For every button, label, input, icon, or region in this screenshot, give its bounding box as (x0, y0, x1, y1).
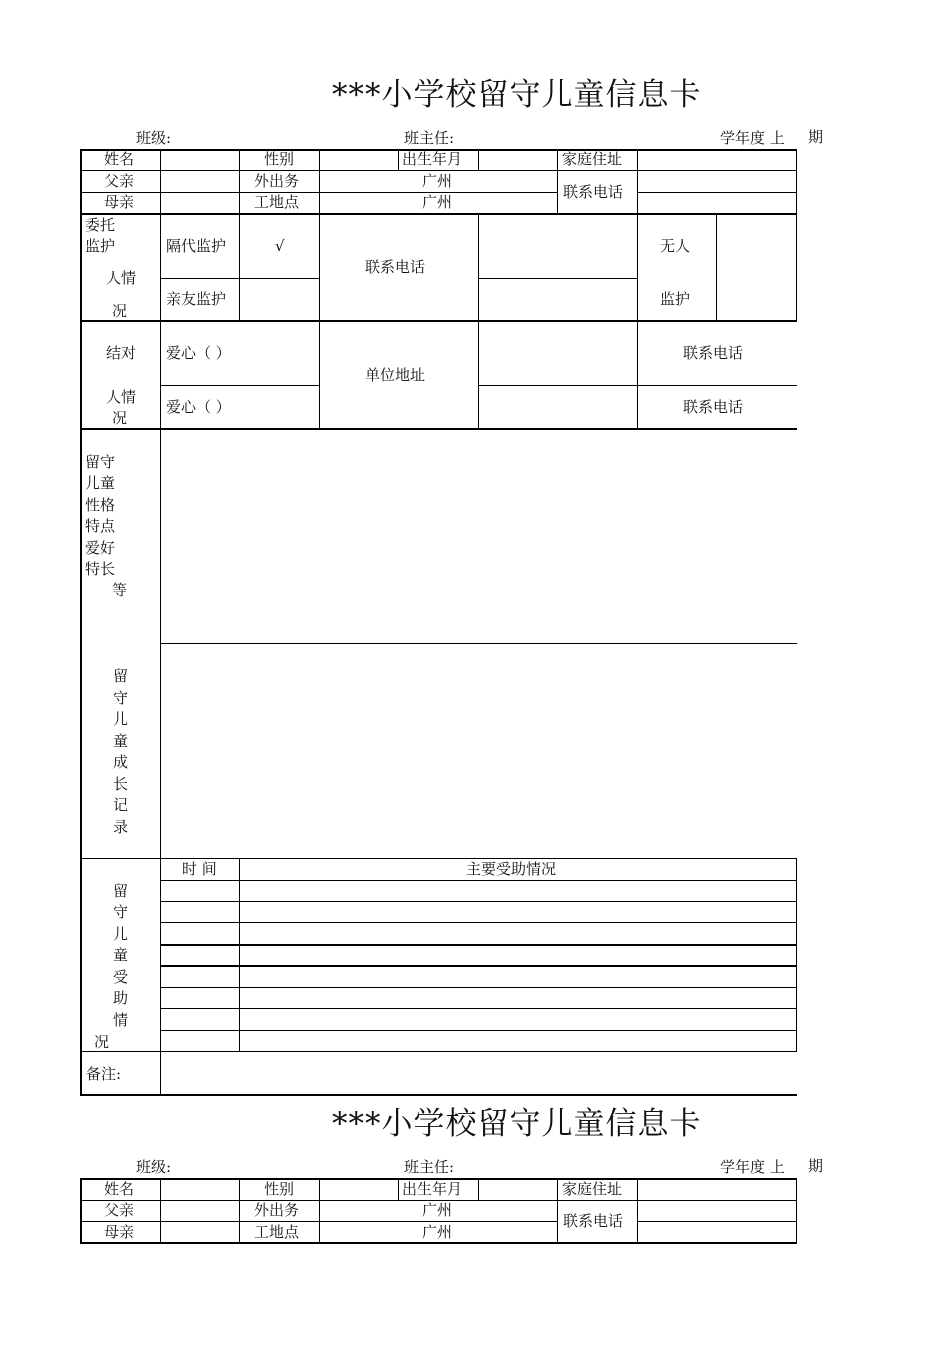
aid-main-header: 主要受助情况 (466, 860, 557, 878)
term-label: 期 (808, 1157, 824, 1175)
personality-line-3: 性格 (85, 496, 116, 514)
gender-label: 性别 (264, 1180, 295, 1198)
mother-work-city: 广州 (422, 193, 453, 211)
pair-phone-label-2: 联系电话 (683, 398, 744, 416)
card-title: ***小学校留守儿童信息卡 (332, 77, 702, 113)
growth-label-4: 童 (113, 732, 129, 750)
personality-content-area[interactable] (161, 429, 796, 642)
class-label: 班级: (136, 1158, 172, 1176)
aid-label-4: 童 (113, 946, 129, 964)
personality-line-5: 爱好 (85, 539, 116, 557)
growth-record-content-area[interactable] (161, 644, 796, 857)
school-year-label: 学年度 上 (720, 129, 785, 147)
card-title: ***小学校留守儿童信息卡 (332, 1106, 702, 1142)
name-label: 姓名 (104, 1180, 135, 1198)
parent-phone-label: 联系电话 (563, 183, 624, 201)
birth-date-label: 出生年月 (402, 1180, 463, 1198)
father-work-city: 广州 (422, 1201, 453, 1219)
entrust-label-2: 监护 (85, 237, 116, 255)
work-away-label-2: 工地点 (254, 1223, 300, 1241)
growth-label-2: 守 (113, 689, 129, 707)
entrust-label-3: 人情 (106, 269, 137, 287)
aid-label-5: 受 (113, 968, 129, 986)
pair-label-3: 况 (112, 409, 128, 427)
growth-label-1: 留 (113, 667, 129, 685)
father-work-city: 广州 (422, 172, 453, 190)
home-address-label: 家庭住址 (562, 1180, 623, 1198)
no-guardian-label-1: 无人 (660, 237, 691, 255)
entrust-label-4: 况 (112, 302, 128, 320)
aid-label-3: 儿 (113, 925, 129, 943)
school-year-label: 学年度 上 (720, 1158, 785, 1176)
entrust-label-1: 委托 (85, 216, 116, 234)
aid-label-7: 情 (113, 1011, 129, 1029)
gender-label: 性别 (264, 150, 295, 168)
aid-label-2: 守 (113, 903, 129, 921)
personality-line-6: 特长 (85, 560, 116, 578)
aid-time-header: 时 间 (182, 860, 217, 878)
personality-line-7: 等 (112, 581, 128, 599)
class-label: 班级: (136, 129, 172, 147)
work-away-label-2: 工地点 (254, 193, 300, 211)
birth-date-label: 出生年月 (402, 150, 463, 168)
guardian-phone-label: 联系电话 (365, 258, 426, 276)
aid-label-8: 况 (94, 1033, 110, 1051)
father-label: 父亲 (104, 172, 135, 190)
caring-person-1: 爱心（ ） (166, 344, 231, 362)
check-mark: √ (275, 237, 285, 255)
personality-line-2: 儿童 (85, 474, 116, 492)
term-label: 期 (808, 128, 824, 146)
remarks-label: 备注: (86, 1065, 122, 1083)
growth-label-7: 记 (113, 796, 129, 814)
mother-work-city: 广州 (422, 1223, 453, 1241)
home-address-label: 家庭住址 (562, 150, 623, 168)
pair-label-2: 人情 (106, 388, 137, 406)
mother-label: 母亲 (104, 1223, 135, 1241)
work-away-label-1: 外出务 (254, 172, 300, 190)
personality-line-1: 留守 (85, 453, 116, 471)
aid-label-1: 留 (113, 882, 129, 900)
work-away-label-1: 外出务 (254, 1201, 300, 1219)
caring-person-2: 爱心（ ） (166, 398, 231, 416)
relative-guardian-label: 亲友监护 (166, 290, 227, 308)
personality-line-4: 特点 (85, 517, 116, 535)
head-teacher-label: 班主任: (404, 1158, 455, 1176)
grandparent-guardian-label: 隔代监护 (166, 237, 227, 255)
growth-label-3: 儿 (113, 710, 129, 728)
parent-phone-label: 联系电话 (563, 1212, 624, 1230)
name-label: 姓名 (104, 150, 135, 168)
pair-label-1: 结对 (106, 344, 137, 362)
head-teacher-label: 班主任: (404, 129, 455, 147)
pair-phone-label-1: 联系电话 (683, 344, 744, 362)
work-unit-address-label: 单位地址 (365, 366, 426, 384)
mother-label: 母亲 (104, 193, 135, 211)
father-label: 父亲 (104, 1201, 135, 1219)
growth-label-6: 长 (113, 775, 129, 793)
aid-label-6: 助 (113, 989, 129, 1007)
no-guardian-label-2: 监护 (660, 290, 691, 308)
growth-label-8: 录 (113, 818, 129, 836)
growth-label-5: 成 (113, 753, 129, 771)
